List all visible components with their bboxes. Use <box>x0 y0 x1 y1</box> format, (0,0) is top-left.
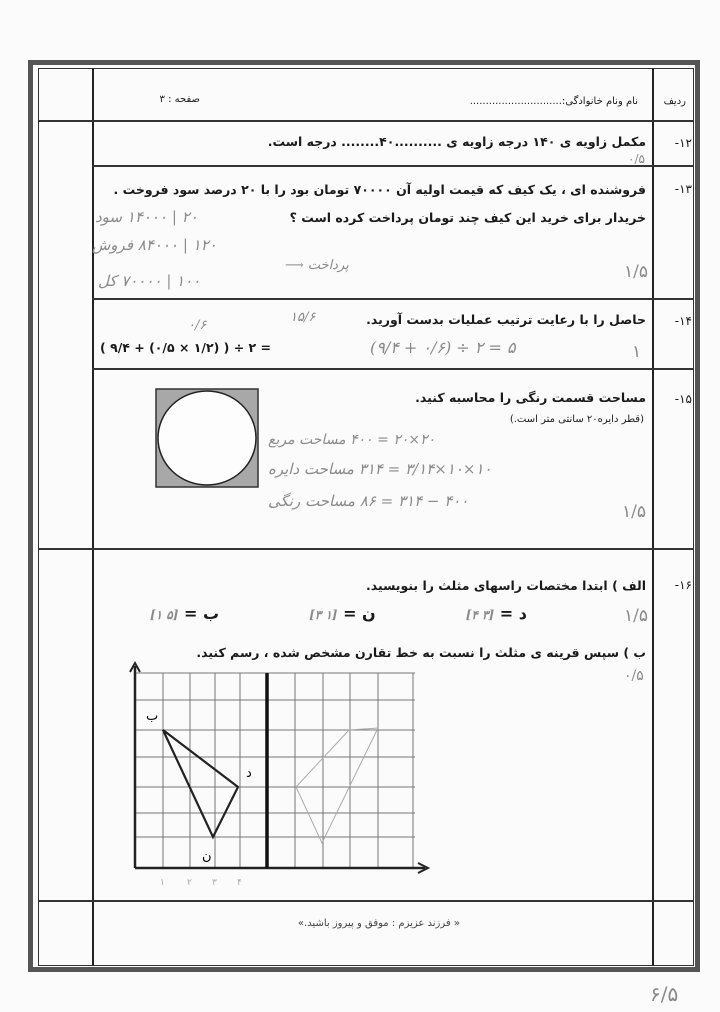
question-14-expression: ( ۹/۴ + (۰/۵ × ۱/۲) ) ÷ ۲ = <box>100 340 272 355</box>
divider <box>38 900 694 902</box>
question-number: -۱۳ <box>674 182 692 196</box>
handwritten-work: ۱۵/۶ <box>290 310 316 325</box>
svg-text:۳: ۳ <box>212 878 217 888</box>
grid-lines <box>135 673 415 868</box>
vertex-label-b: ب <box>146 709 159 724</box>
question-16-score-b: ۰/۵ <box>624 668 644 684</box>
question-13-line-2: خریدار برای خرید این کیف چند تومان پرداخت کرده است ؟ <box>289 210 646 225</box>
svg-text:۲: ۲ <box>187 878 192 888</box>
coordinate-n: [۳ ۱] = ن <box>309 604 376 623</box>
coordinate-b: [۱ ۵] = ب <box>150 604 220 623</box>
name-field: نام ونام خانوادگی:............................. <box>469 96 638 107</box>
divider <box>92 298 694 300</box>
question-number: -۱۲ <box>674 136 692 150</box>
reflected-triangle-sketch <box>296 728 378 843</box>
question-number: -۱۴ <box>674 314 692 328</box>
handwritten-work: ۲۰×۲۰ = ۴۰۰ مساحت مربع <box>268 432 436 448</box>
vertex-label-d: د <box>246 766 252 781</box>
handwritten-work: ۱۰۰ | ۷۰۰۰۰ کل <box>98 272 201 290</box>
page-number: صفحه : ۳ <box>159 94 200 105</box>
left-column-line <box>92 68 94 966</box>
vertex-label-n: ن <box>202 849 212 864</box>
handwritten-work: ۲۰ | ۱۴۰۰۰ سود <box>95 208 198 226</box>
triangle <box>163 730 238 837</box>
question-13-line-1: فروشنده ای ، یک کیف که قیمت اولیه آن ۷۰۰۰۰ تومان بود را با ۲۰ درصد سود فروخت . <box>113 182 646 197</box>
question-16-score-a: ۱/۵ <box>624 606 648 626</box>
coordinates-row <box>150 604 527 623</box>
question-13-score: ۱/۵ <box>624 262 648 282</box>
handwritten-work: ۰/۶ <box>188 318 207 333</box>
handwritten-work: پرداخت ⟶ <box>285 258 349 273</box>
handwritten-work: ۱۲۰ | ۸۴۰۰۰ فروش <box>92 236 217 254</box>
question-14-score: ۱ <box>632 342 642 362</box>
handwritten-work: (۹/۴ + ۰/۶) ÷ ۲ = ۵ <box>370 338 516 357</box>
coordinate-grid <box>120 660 440 890</box>
handwritten-work: ۴۰۰ − ۳۱۴ = ۸۶ مساحت رنگی <box>268 492 469 510</box>
coordinate-d: [۴ ۳] = د <box>465 604 527 623</box>
row-header: ردیف <box>663 96 686 107</box>
divider <box>92 165 694 167</box>
question-16-part-a: الف ) ابتدا مختصات راسهای مثلث را بنویسید. <box>366 578 646 593</box>
divider <box>38 120 694 122</box>
svg-text:۴: ۴ <box>237 878 242 888</box>
divider <box>92 368 694 370</box>
row-number-column-line <box>652 68 654 966</box>
question-12-score: ۰/۵ <box>628 152 645 166</box>
shaded-square-circle-figure <box>155 388 259 488</box>
footer-message: « فرزند عزیزم : موفق و پیروز باشید.» <box>297 918 460 929</box>
question-14-text: حاصل را با رعایت ترتیب عملیات بدست آورید. <box>366 312 646 327</box>
axis-tick-labels <box>160 878 242 888</box>
question-16-part-b: ب ) سپس قرینه ی مثلث را نسبت به خط تقارن مشخص شده ، رسم کنید. <box>196 645 646 660</box>
question-number: -۱۶ <box>674 578 692 592</box>
svg-text:۱: ۱ <box>160 878 165 888</box>
question-number: -۱۵ <box>674 392 692 406</box>
handwritten-work: ۱۰×۱۰×۳/۱۴ = ۳۱۴ مساحت دایره <box>268 460 492 478</box>
question-15-text: مساحت قسمت رنگی را محاسبه کنید. <box>415 390 646 405</box>
total-score: ۶/۵ <box>650 982 679 1006</box>
question-12-text: مکمل زاویه ی ۱۴۰ درجه زاویه ی ..........۴۰........ درجه است. <box>267 134 646 149</box>
question-15-note: (قطر دایره۲۰ سانتی متر است.) <box>509 414 644 425</box>
divider <box>38 548 694 550</box>
question-15-score: ۱/۵ <box>622 502 646 522</box>
